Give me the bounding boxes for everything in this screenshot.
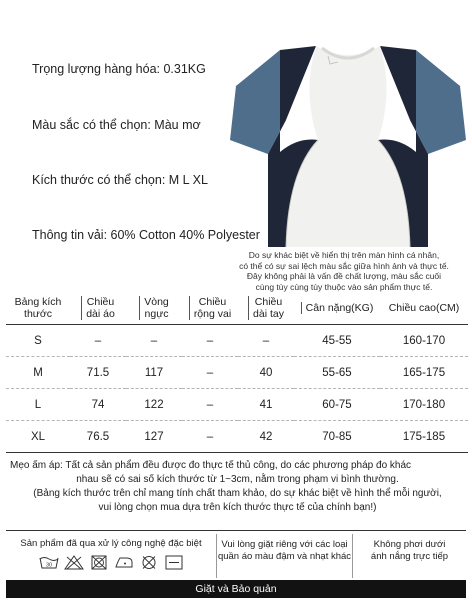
measurement-notes xyxy=(10,459,465,515)
size-table-wrap xyxy=(6,294,468,453)
cell-weight: 45-55 xyxy=(322,334,352,347)
cell-height: 170-180 xyxy=(380,389,468,421)
header-size: Bảng kích thước xyxy=(6,294,70,325)
care-text: quần áo màu đậm và nhạt khác xyxy=(217,551,352,562)
cell-length: 74 xyxy=(70,389,126,421)
color-disclaimer xyxy=(220,250,468,292)
cell-length: – xyxy=(94,334,102,347)
disclaimer-line: cùng tùy cùng tùy thuộc vào sản phẩm thực tế. xyxy=(255,281,433,292)
care-col-no-sun xyxy=(352,534,466,578)
header-sleeve: Chiều dài tay xyxy=(238,294,294,325)
care-section xyxy=(6,534,466,578)
header-weight: Cân nặng(KG) xyxy=(294,294,380,325)
cell-sleeve: 40 xyxy=(238,357,294,389)
cell-height: 175-185 xyxy=(380,421,468,453)
header-length: Chiều dài áo xyxy=(70,294,126,325)
cell-weight: 55-65 xyxy=(294,357,380,389)
cell-shoulder: – xyxy=(206,334,214,347)
cell-chest: – xyxy=(150,334,158,347)
disclaimer-line: có thể có sự sai lệch màu sắc giữa hình ảnh và thực tế. xyxy=(239,260,449,271)
no-tumble-dry-icon xyxy=(89,555,109,570)
table-header-row xyxy=(6,294,468,325)
table-row xyxy=(6,325,468,357)
spec-fabric: Thông tin vải: 60% Cotton 40% Polyester xyxy=(32,228,260,242)
header-chest: Vòng ngực xyxy=(126,294,182,325)
cell-chest: 117 xyxy=(126,357,182,389)
cell-length: 76.5 xyxy=(70,421,126,453)
iron-low-icon xyxy=(114,555,134,570)
size-table xyxy=(6,294,468,453)
cell-size: M xyxy=(6,357,70,389)
cell-shoulder: – xyxy=(182,421,238,453)
cell-weight: 60-75 xyxy=(294,389,380,421)
cell-chest: 127 xyxy=(126,421,182,453)
note-line: vui lòng chọn mua dựa trên kích thước thực tế của chính bạn!) xyxy=(98,502,377,513)
cell-size: L xyxy=(6,389,70,421)
cell-size: S xyxy=(34,334,42,347)
spec-color: Màu sắc có thể chọn: Màu mơ xyxy=(32,118,201,132)
care-icons xyxy=(6,555,216,570)
wash-30-icon xyxy=(39,555,59,570)
care-col-wash-separately xyxy=(216,534,352,578)
cell-sleeve: 41 xyxy=(238,389,294,421)
no-bleach-icon xyxy=(64,555,84,570)
cell-chest: 122 xyxy=(126,389,182,421)
no-dry-clean-icon xyxy=(139,555,159,570)
note-line: nhau sẽ có sai số kích thước từ 1~3cm, nằm trong phạm vi bình thường. xyxy=(76,474,399,485)
divider xyxy=(6,530,466,531)
cell-sleeve: – xyxy=(262,334,270,347)
cell-shoulder: – xyxy=(182,389,238,421)
table-row xyxy=(6,389,468,421)
header-height: Chiều cao(CM) xyxy=(380,294,468,325)
svg-text:30: 30 xyxy=(45,562,52,569)
cell-length: 71.5 xyxy=(70,357,126,389)
care-text: Vui lòng giặt riêng với các loại xyxy=(221,539,348,550)
cell-height: 165-175 xyxy=(380,357,468,389)
care-col-treatment xyxy=(6,534,216,578)
header-shoulder: Chiều rộng vai xyxy=(182,294,238,325)
cell-sleeve: 42 xyxy=(238,421,294,453)
disclaimer-line: Do sự khác biệt về hiển thị trên màn hình cá nhân, xyxy=(248,250,440,260)
spec-size: Kích thước có thể chọn: M L XL xyxy=(32,173,208,187)
tshirt-image xyxy=(228,42,468,247)
table-row xyxy=(6,357,468,389)
note-line: (Bảng kích thước trên chỉ mang tính chất tham khảo, do sự khác biệt về hình thể mỗi người, xyxy=(33,488,442,499)
spec-weight: Trọng lượng hàng hóa: 0.31KG xyxy=(32,62,206,76)
cell-shoulder: – xyxy=(182,357,238,389)
cell-weight: 70-85 xyxy=(294,421,380,453)
note-line: Mẹo ấm áp: Tất cả sản phẩm đều được đo thực tế thủ công, do các phương pháp đo khác xyxy=(10,460,412,471)
care-footer-banner: Giặt và Bảo quản xyxy=(6,580,466,598)
cell-size: XL xyxy=(6,421,70,453)
dry-flat-icon xyxy=(164,555,184,570)
table-row xyxy=(6,421,468,453)
care-treatment-text: Sản phẩm đã qua xử lý công nghệ đặc biệt xyxy=(20,538,202,549)
care-text: Không phơi dưới xyxy=(373,539,446,550)
care-text: ánh nắng trực tiếp xyxy=(370,551,449,562)
disclaimer-line: Đây không phải là vấn đề chất lượng, màu sắc cuối xyxy=(246,271,442,281)
cell-height: 160-170 xyxy=(402,334,446,347)
